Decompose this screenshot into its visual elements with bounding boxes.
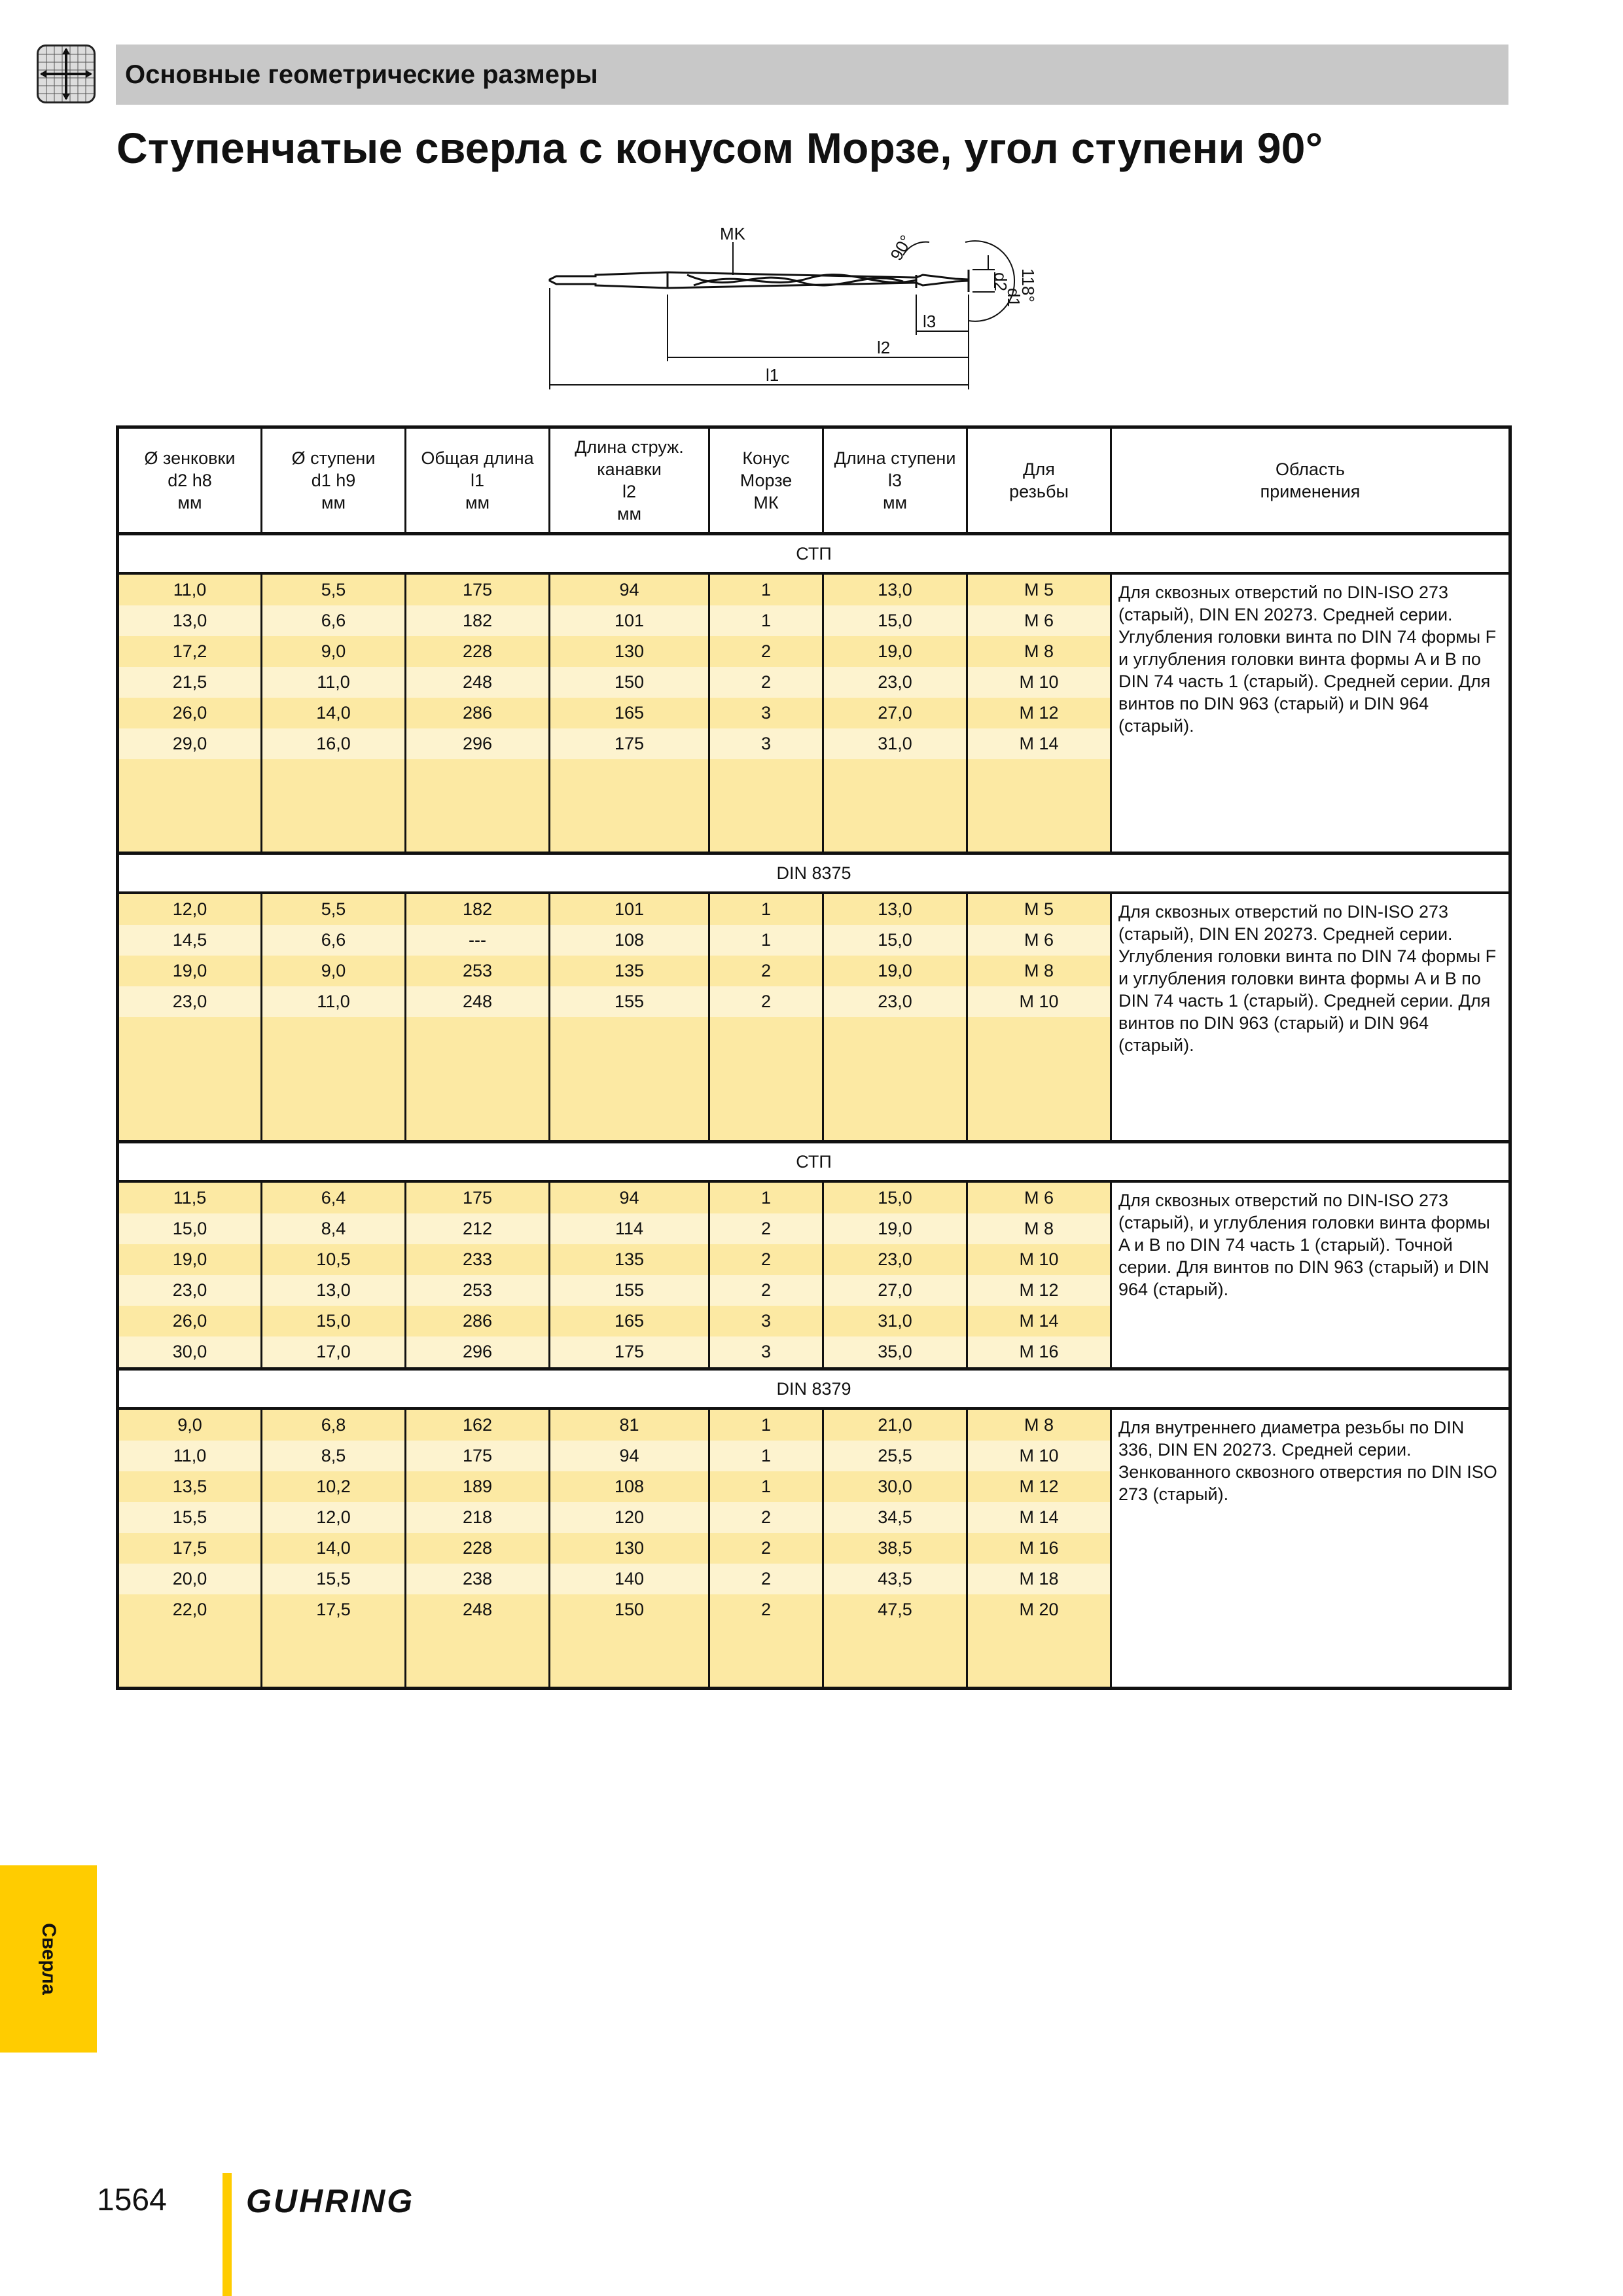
side-tab-label: Сверла	[38, 1923, 60, 1995]
application-note: Для сквозных отверстий по DIN-ISO 273 (старый), и углубления головки винта формы A и B по DIN 74 часть 1 (старый). Точной серии. Для винтов по DIN 963 (старый) и DIN 964 (старый).	[1111, 1181, 1510, 1369]
column-header-line: мм	[177, 493, 202, 512]
table-cell	[823, 1079, 967, 1109]
table-cell: 233	[406, 1244, 550, 1275]
table-cell: 19,0	[118, 1244, 262, 1275]
table-cell: 3	[709, 1306, 823, 1336]
table-cell: 16,0	[262, 728, 406, 759]
table-cell: 23,0	[118, 986, 262, 1017]
table-cell	[406, 759, 550, 790]
column-header-line: l2	[622, 482, 636, 501]
table-cell	[550, 790, 709, 821]
table-cell: 8,5	[262, 1441, 406, 1471]
table-cell: 15,0	[262, 1306, 406, 1336]
angle-step-label: 90°	[886, 231, 916, 264]
table-cell: 11,0	[262, 667, 406, 698]
table-cell: M 16	[967, 1336, 1111, 1369]
column-header-line: Для	[1023, 459, 1055, 479]
table-cell: 5,5	[262, 893, 406, 925]
table-cell: M 5	[967, 573, 1111, 605]
mk-label: MK	[720, 224, 745, 243]
table-cell: M 8	[967, 1213, 1111, 1244]
table-row	[118, 1408, 1510, 1441]
table-row	[118, 573, 1510, 605]
table-cell	[550, 1625, 709, 1656]
table-cell	[823, 759, 967, 790]
table-cell: 150	[550, 1594, 709, 1625]
d2-label: d2	[991, 272, 1010, 291]
table-cell: 11,0	[262, 986, 406, 1017]
table-cell	[967, 759, 1111, 790]
table-cell: 47,5	[823, 1594, 967, 1625]
section-header	[116, 45, 1508, 105]
table-cell: 15,0	[823, 605, 967, 636]
application-note: Для сквозных отверстий по DIN-ISO 273 (старый), DIN EN 20273. Средней серии. Углубления головки винта по DIN 74 формы F и углубления головки винта формы A и B по DIN 74 часть 1 (старый). Средней серии. Для винтов по DIN 963 (старый) и DIN 964 (старый).	[1111, 893, 1510, 1142]
table-cell: M 10	[967, 1441, 1111, 1471]
table-cell: M 8	[967, 1408, 1111, 1441]
table-cell	[262, 821, 406, 853]
group-name: СТП	[118, 1142, 1510, 1182]
group-header-row	[118, 853, 1510, 893]
column-header	[262, 427, 406, 534]
table-cell	[967, 790, 1111, 821]
table-cell	[550, 1109, 709, 1142]
footer-accent-bar	[223, 2173, 232, 2296]
column-header-line: d1 h9	[311, 471, 356, 490]
column-header-line: Ø ступени	[291, 448, 376, 468]
table-cell: 155	[550, 1275, 709, 1306]
table-cell	[709, 1017, 823, 1048]
table-cell	[550, 1656, 709, 1689]
table-cell	[406, 790, 550, 821]
column-header-line: применения	[1260, 482, 1361, 501]
table-cell	[406, 1656, 550, 1689]
table-cell	[967, 1079, 1111, 1109]
table-cell: 2	[709, 1502, 823, 1533]
table-cell	[967, 1017, 1111, 1048]
page-title: Ступенчатые сверла с конусом Морзе, угол ступени 90°	[116, 124, 1323, 172]
table-cell: 23,0	[823, 986, 967, 1017]
table-cell	[709, 1109, 823, 1142]
table-cell	[709, 759, 823, 790]
l2-label: l2	[877, 338, 891, 357]
table-cell: M 8	[967, 956, 1111, 986]
column-header	[550, 427, 709, 534]
group-name: DIN 8375	[118, 853, 1510, 893]
table-cell: 23,0	[118, 1275, 262, 1306]
table-cell: 130	[550, 1533, 709, 1564]
table-cell: 2	[709, 1244, 823, 1275]
table-cell: 6,4	[262, 1181, 406, 1213]
side-tab	[0, 1865, 97, 2053]
table-cell: 135	[550, 956, 709, 986]
table-cell: 13,0	[262, 1275, 406, 1306]
table-cell: 135	[550, 1244, 709, 1275]
table-cell: 19,0	[823, 956, 967, 986]
table-cell	[262, 1656, 406, 1689]
table-cell	[262, 1625, 406, 1656]
table-cell: 155	[550, 986, 709, 1017]
table-cell: 175	[550, 728, 709, 759]
table-cell: 162	[406, 1408, 550, 1441]
table-cell: 43,5	[823, 1564, 967, 1594]
table-cell: 101	[550, 605, 709, 636]
table-cell: 2	[709, 1533, 823, 1564]
table-cell: 286	[406, 1306, 550, 1336]
table-cell: 94	[550, 1181, 709, 1213]
table-cell: M 16	[967, 1533, 1111, 1564]
table-cell	[709, 1048, 823, 1079]
table-cell: 13,5	[118, 1471, 262, 1502]
column-header	[823, 427, 967, 534]
brand-logo: GUHRING	[246, 2183, 415, 2219]
table-cell: 253	[406, 956, 550, 986]
table-cell	[262, 759, 406, 790]
section-title: Основные геометрические размеры	[125, 60, 598, 89]
table-cell: M 6	[967, 605, 1111, 636]
table-cell: 9,0	[262, 636, 406, 667]
table-cell: 248	[406, 986, 550, 1017]
table-cell: 35,0	[823, 1336, 967, 1369]
table-cell: 175	[550, 1336, 709, 1369]
table-cell: M 14	[967, 728, 1111, 759]
table-cell: 2	[709, 956, 823, 986]
table-cell: 21,5	[118, 667, 262, 698]
column-header-line: Ø зенковки	[144, 448, 236, 468]
table-cell: 6,6	[262, 605, 406, 636]
table-cell	[823, 1656, 967, 1689]
table-cell	[709, 821, 823, 853]
table-cell: 30,0	[118, 1336, 262, 1369]
table-cell: 130	[550, 636, 709, 667]
table-cell	[823, 1625, 967, 1656]
table-cell: 81	[550, 1408, 709, 1441]
table-cell: M 12	[967, 698, 1111, 728]
table-cell: 1	[709, 893, 823, 925]
column-header-line: l3	[887, 471, 902, 490]
table-cell: 17,5	[118, 1533, 262, 1564]
table-cell: 17,5	[262, 1594, 406, 1625]
spec-table	[116, 425, 1512, 1690]
table-cell	[118, 821, 262, 853]
table-cell	[262, 790, 406, 821]
table-cell: 13,0	[823, 893, 967, 925]
l1-label: l1	[766, 365, 779, 385]
table-cell: 19,0	[118, 956, 262, 986]
table-cell: 165	[550, 1306, 709, 1336]
table-cell: 2	[709, 986, 823, 1017]
table-cell: 38,5	[823, 1533, 967, 1564]
table-cell: 9,0	[262, 956, 406, 986]
table-cell	[118, 1656, 262, 1689]
table-cell	[967, 1656, 1111, 1689]
table-cell: 21,0	[823, 1408, 967, 1441]
table-cell	[406, 1048, 550, 1079]
drill-diagram	[537, 216, 1113, 399]
table-cell: 150	[550, 667, 709, 698]
table-cell: 6,6	[262, 925, 406, 956]
table-cell: 1	[709, 1441, 823, 1471]
table-cell: 94	[550, 1441, 709, 1471]
table-cell: M 10	[967, 667, 1111, 698]
table-cell: 15,0	[823, 925, 967, 956]
table-cell: M 12	[967, 1275, 1111, 1306]
table-cell	[118, 1048, 262, 1079]
table-cell: 2	[709, 1275, 823, 1306]
table-cell	[550, 1017, 709, 1048]
column-header-line: Длина ступени	[834, 448, 956, 468]
table-cell: 27,0	[823, 698, 967, 728]
table-cell	[262, 1017, 406, 1048]
table-header-row	[118, 427, 1510, 534]
table-cell: 1	[709, 1181, 823, 1213]
table-cell	[967, 1625, 1111, 1656]
table-cell: 31,0	[823, 1306, 967, 1336]
table-cell: 94	[550, 573, 709, 605]
table-cell: 11,5	[118, 1181, 262, 1213]
table-cell: 12,0	[118, 893, 262, 925]
table-cell: 23,0	[823, 667, 967, 698]
table-cell: 11,0	[118, 1441, 262, 1471]
angle-tip-label: 118°	[1018, 268, 1038, 302]
table-cell: 14,0	[262, 698, 406, 728]
table-cell: M 20	[967, 1594, 1111, 1625]
table-cell: 29,0	[118, 728, 262, 759]
group-name: СТП	[118, 534, 1510, 574]
table-cell: 228	[406, 1533, 550, 1564]
table-cell: 218	[406, 1502, 550, 1533]
table-cell	[967, 1048, 1111, 1079]
column-header	[709, 427, 823, 534]
table-cell: 13,0	[118, 605, 262, 636]
table-cell	[262, 1109, 406, 1142]
table-cell	[709, 1656, 823, 1689]
table-cell: 2	[709, 636, 823, 667]
table-cell	[823, 1017, 967, 1048]
table-cell: 11,0	[118, 573, 262, 605]
column-header-line: мм	[465, 493, 490, 512]
table-cell	[550, 821, 709, 853]
table-cell	[262, 1048, 406, 1079]
table-cell: 1	[709, 1471, 823, 1502]
table-cell: 212	[406, 1213, 550, 1244]
table-cell	[967, 821, 1111, 853]
table-cell	[406, 821, 550, 853]
table-cell: 1	[709, 925, 823, 956]
table-cell	[406, 1079, 550, 1109]
column-header	[1111, 427, 1510, 534]
column-header-line: Область	[1275, 459, 1345, 479]
group-header-row	[118, 1142, 1510, 1182]
table-cell: 22,0	[118, 1594, 262, 1625]
table-cell: 140	[550, 1564, 709, 1594]
table-cell	[823, 821, 967, 853]
table-cell: 2	[709, 1564, 823, 1594]
table-cell: 3	[709, 698, 823, 728]
table-cell: 2	[709, 1213, 823, 1244]
d1-label: d1	[1004, 288, 1024, 307]
table-cell: 9,0	[118, 1408, 262, 1441]
table-cell: 175	[406, 1181, 550, 1213]
table-cell: M 5	[967, 893, 1111, 925]
table-cell: M 6	[967, 1181, 1111, 1213]
table-cell: 13,0	[823, 573, 967, 605]
group-header-row	[118, 1369, 1510, 1409]
table-cell: 6,8	[262, 1408, 406, 1441]
table-cell	[823, 790, 967, 821]
column-header-line: d2 h8	[168, 471, 212, 490]
group-header-row	[118, 534, 1510, 574]
table-cell	[406, 1109, 550, 1142]
table-cell: 10,5	[262, 1244, 406, 1275]
table-cell: 1	[709, 605, 823, 636]
table-cell: 2	[709, 667, 823, 698]
table-cell	[823, 1109, 967, 1142]
table-cell: 30,0	[823, 1471, 967, 1502]
table-cell: 15,0	[823, 1181, 967, 1213]
table-cell: 248	[406, 1594, 550, 1625]
table-cell	[118, 1017, 262, 1048]
table-cell	[550, 759, 709, 790]
table-cell: 10,2	[262, 1471, 406, 1502]
table-cell	[709, 1625, 823, 1656]
table-cell: 248	[406, 667, 550, 698]
column-header-line: канавки	[597, 459, 662, 479]
table-cell: 182	[406, 893, 550, 925]
table-cell	[550, 1048, 709, 1079]
table-cell	[118, 1625, 262, 1656]
table-cell: 108	[550, 1471, 709, 1502]
table-cell: 26,0	[118, 698, 262, 728]
table-cell	[406, 1017, 550, 1048]
table-cell: 34,5	[823, 1502, 967, 1533]
table-cell	[967, 1109, 1111, 1142]
table-cell: M 10	[967, 1244, 1111, 1275]
table-cell: 182	[406, 605, 550, 636]
table-cell: M 14	[967, 1306, 1111, 1336]
table-cell: 189	[406, 1471, 550, 1502]
table-cell: 175	[406, 573, 550, 605]
table-cell: 17,0	[262, 1336, 406, 1369]
table-cell: 296	[406, 728, 550, 759]
table-cell: 8,4	[262, 1213, 406, 1244]
table-cell: 19,0	[823, 1213, 967, 1244]
column-header-line: мм	[616, 504, 642, 524]
table-cell: M 14	[967, 1502, 1111, 1533]
table-cell	[118, 759, 262, 790]
page-number: 1564	[97, 2183, 167, 2217]
table-cell: M 6	[967, 925, 1111, 956]
l3-label: l3	[923, 312, 936, 331]
column-header-line: мм	[321, 493, 346, 512]
table-cell	[118, 790, 262, 821]
table-cell: ---	[406, 925, 550, 956]
table-cell: 26,0	[118, 1306, 262, 1336]
table-cell: 296	[406, 1336, 550, 1369]
table-cell	[550, 1079, 709, 1109]
table-cell: 228	[406, 636, 550, 667]
table-cell: 12,0	[262, 1502, 406, 1533]
column-header	[406, 427, 550, 534]
column-header	[118, 427, 262, 534]
application-note: Для внутреннего диаметра резьбы по DIN 336, DIN EN 20273. Средней серии. Зенкованного сквозного отверстия по DIN ISO 273 (старый).	[1111, 1408, 1510, 1689]
table-cell	[118, 1079, 262, 1109]
table-cell: 175	[406, 1441, 550, 1471]
table-cell	[823, 1048, 967, 1079]
table-cell: 1	[709, 573, 823, 605]
table-cell	[709, 1079, 823, 1109]
table-cell: 286	[406, 698, 550, 728]
table-cell: 14,0	[262, 1533, 406, 1564]
table-cell: M 12	[967, 1471, 1111, 1502]
table-cell: 15,5	[118, 1502, 262, 1533]
grid-icon	[37, 45, 96, 103]
column-header-line: резьбы	[1009, 482, 1069, 501]
column-header-line: мм	[882, 493, 908, 512]
table-cell: 15,5	[262, 1564, 406, 1594]
table-cell: M 10	[967, 986, 1111, 1017]
table-cell	[406, 1625, 550, 1656]
table-cell: 108	[550, 925, 709, 956]
table-cell: 17,2	[118, 636, 262, 667]
table-cell: 101	[550, 893, 709, 925]
table-cell: 15,0	[118, 1213, 262, 1244]
table-row	[118, 893, 1510, 925]
table-cell: 25,5	[823, 1441, 967, 1471]
table-cell: 5,5	[262, 573, 406, 605]
table-cell	[118, 1109, 262, 1142]
table-cell: 3	[709, 728, 823, 759]
table-cell: 27,0	[823, 1275, 967, 1306]
table-cell	[709, 790, 823, 821]
table-cell: 19,0	[823, 636, 967, 667]
table-cell: 2	[709, 1594, 823, 1625]
table-cell: M 8	[967, 636, 1111, 667]
column-header-line: Конус	[742, 448, 790, 468]
table-cell: 31,0	[823, 728, 967, 759]
table-cell: 14,5	[118, 925, 262, 956]
table-cell: 238	[406, 1564, 550, 1594]
column-header-line: Общая длина	[421, 448, 534, 468]
column-header-line: l1	[470, 471, 484, 490]
table-cell: 3	[709, 1336, 823, 1369]
table-cell	[262, 1079, 406, 1109]
table-cell: 1	[709, 1408, 823, 1441]
column-header-line: Длина струж.	[575, 437, 684, 457]
table-cell: M 18	[967, 1564, 1111, 1594]
table-row	[118, 1181, 1510, 1213]
table-cell: 253	[406, 1275, 550, 1306]
table-cell: 120	[550, 1502, 709, 1533]
column-header-line: Морзе	[740, 471, 793, 490]
table-cell: 165	[550, 698, 709, 728]
application-note: Для сквозных отверстий по DIN-ISO 273 (старый), DIN EN 20273. Средней серии. Углубления головки винта по DIN 74 формы F и углубления головки винта формы A и B по DIN 74 часть 1 (старый). Средней серии. Для винтов по DIN 963 (старый) и DIN 964 (старый).	[1111, 573, 1510, 853]
column-header	[967, 427, 1111, 534]
table-cell: 23,0	[823, 1244, 967, 1275]
table-cell: 114	[550, 1213, 709, 1244]
group-name: DIN 8379	[118, 1369, 1510, 1409]
table-cell: 20,0	[118, 1564, 262, 1594]
column-header-line: МК	[753, 493, 779, 512]
